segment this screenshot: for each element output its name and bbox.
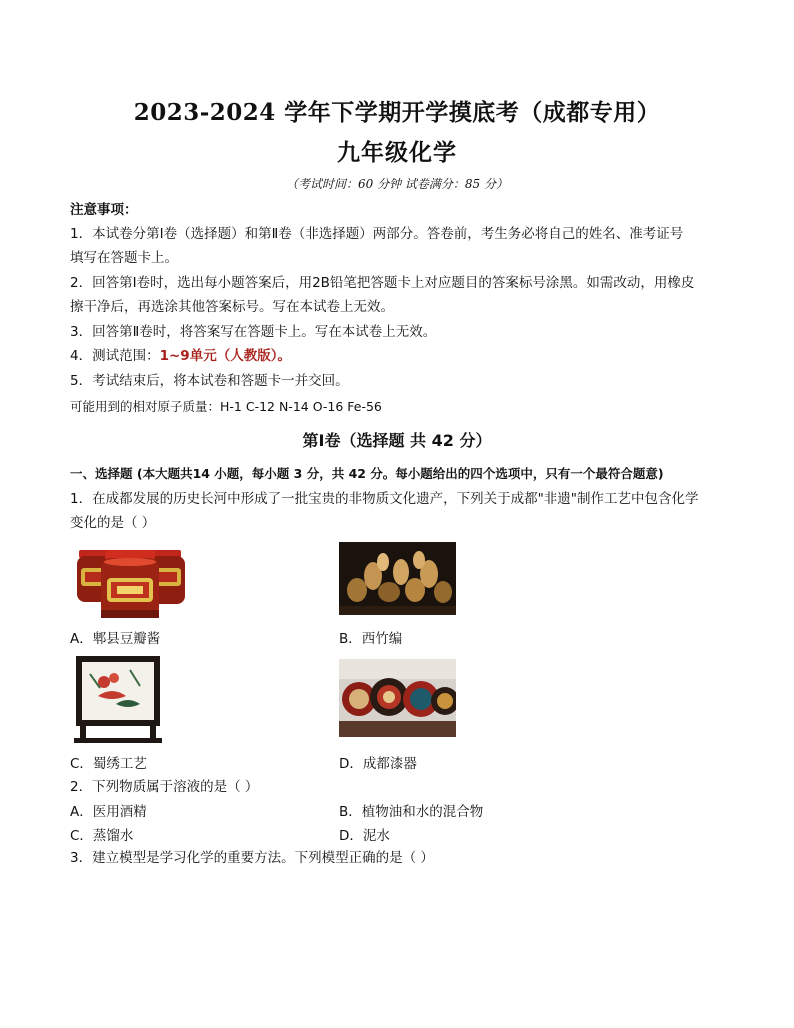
exam-subtitle: 九年级化学 (337, 139, 457, 166)
section-instruction: 一、选择题 (本大题共14 小题，每小题 3 分，共 42 分。每小题给出的四个选项中，只有一个最符合题意) (70, 466, 664, 481)
notice-item-1-line-2: 填写在答题卡上。 (70, 250, 178, 266)
notice-item-2-line-2: 擦干净后，再选涂其他答案标号。写在本试卷上无效。 (70, 299, 394, 315)
question-3-stem: 3．建立模型是学习化学的重要方法。下列模型正确的是（ ） (70, 850, 434, 866)
question-2-option-c: C．蒸馏水 (70, 828, 134, 844)
question-2-option-d: D．泥水 (339, 828, 390, 844)
question-2-stem: 2．下列物质属于溶液的是（ ） (70, 779, 259, 795)
notice-item-1-line-1: 1．本试卷分第Ⅰ卷（选择题）和第Ⅱ卷（非选择题）两部分。答卷前，考生务必将自己的姓名、准考证号 (70, 226, 684, 242)
question-1-option-a: A．郫县豆瓣酱 (70, 631, 161, 647)
notice-heading: 注意事项： (70, 202, 138, 218)
question-2-option-a: A．医用酒精 (70, 804, 147, 820)
notice-item-5: 5．考试结束后，将本试卷和答题卡一并交回。 (70, 373, 349, 389)
notice-item-3: 3．回答第Ⅱ卷时，将答案写在答题卡上。写在本试卷上无效。 (70, 324, 437, 340)
notice-item-4-prefix: 4．测试范围： (70, 348, 160, 364)
question-2-option-b: B．植物油和水的混合物 (339, 804, 484, 820)
shu-embroidery-image (70, 652, 166, 747)
test-scope: 1~9单元（人教版）。 (159, 348, 291, 364)
lacquerware-image (339, 659, 456, 737)
question-1-option-b: B．西竹编 (339, 631, 403, 647)
exam-title: 2023-2024 学年下学期开学摸底考（成都专用） (133, 99, 661, 126)
exam-info: （考试时间：60 分钟 试卷满分：85 分） (286, 177, 508, 191)
question-1-option-c: C．蜀绣工艺 (70, 756, 147, 772)
bean-paste-image (75, 542, 187, 622)
question-1-option-d: D．成都漆器 (339, 756, 417, 772)
notice-item-2-line-1: 2．回答第Ⅰ卷时，选出每小题答案后，用2B铅笔把答题卡上对应题目的答案标号涂黑。如需改动，用橡皮 (70, 275, 695, 291)
question-1-line-1: 1．在成都发展的历史长河中形成了一批宝贵的非物质文化遗产，下列关于成都"非遗"制作工艺中包含化学 (70, 491, 699, 507)
notice-item-4 (70, 344, 730, 368)
atomic-masses: 可能用到的相对原子质量：H-1 C-12 N-14 O-16 Fe-56 (70, 399, 382, 414)
bamboo-weaving-image (339, 542, 456, 615)
section-heading: 第Ⅰ卷（选择题 共 42 分） (302, 431, 492, 450)
question-1-line-2: 变化的是（ ） (70, 515, 156, 531)
